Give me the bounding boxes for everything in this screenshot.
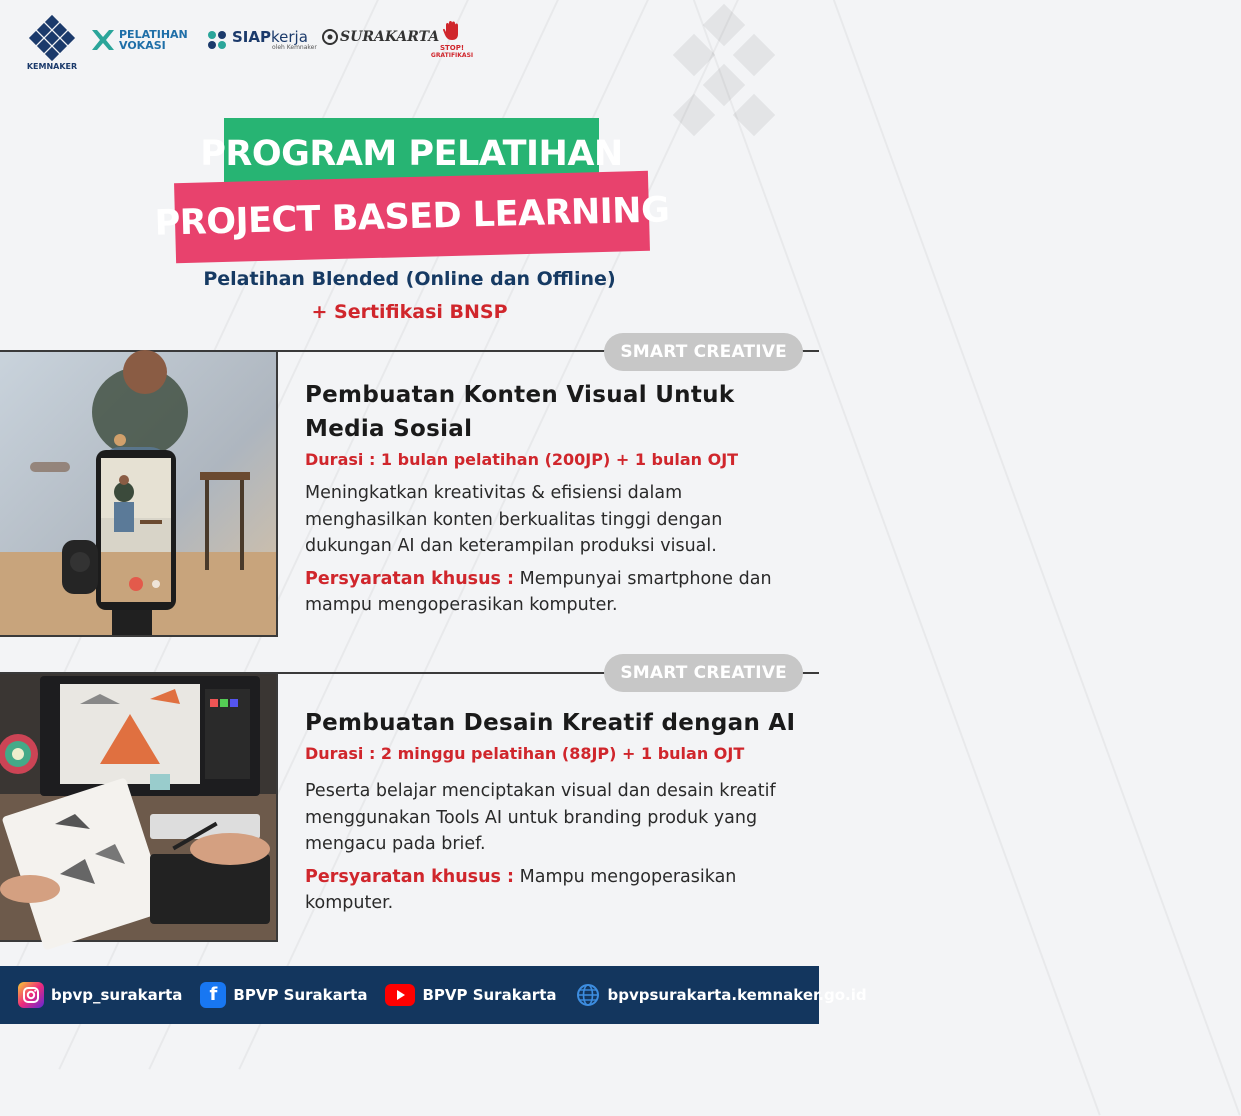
siapkerja-logo bbox=[206, 28, 317, 51]
gratifikasi-text: GRATIFIKASI bbox=[430, 52, 474, 59]
course-duration: Durasi : 2 minggu pelatihan (88JP) + 1 bulan OJT bbox=[305, 744, 745, 763]
category-badge-label: SMART CREATIVE bbox=[620, 342, 787, 362]
kemnaker-logo bbox=[24, 16, 80, 71]
vokasi-x-icon bbox=[90, 28, 116, 52]
social-footer bbox=[0, 966, 867, 1024]
facebook-handle: BPVP Surakarta bbox=[233, 986, 368, 1004]
siapkerja-suffix: kerja bbox=[271, 28, 308, 46]
instagram-handle: bpvp_surakarta bbox=[51, 986, 183, 1004]
design-tablet-photo bbox=[0, 674, 276, 940]
category-badge bbox=[604, 333, 803, 371]
card-bottom-divider bbox=[0, 635, 276, 637]
course-description: Meningkatkan kreativitas & efisiensi dalam menghasilkan konten berkualitas tinggi dengan dukungan AI dan keterampilan produksi visual. bbox=[305, 483, 723, 556]
instagram-icon bbox=[18, 982, 44, 1008]
vokasi-line2: VOKASI bbox=[119, 39, 166, 52]
bbpvp-mark-icon bbox=[322, 28, 338, 46]
course-requirement bbox=[305, 566, 799, 619]
stop-hand-icon bbox=[441, 20, 463, 44]
globe-icon bbox=[575, 982, 601, 1008]
course-duration: Durasi : 1 bulan pelatihan (200JP) + 1 bulan OJT bbox=[305, 450, 739, 469]
certification-subtitle: + Sertifikasi BNSP bbox=[311, 301, 508, 323]
pelatihan-vokasi-logo bbox=[90, 28, 188, 52]
card-bottom-divider bbox=[0, 940, 276, 942]
course-title: Pembuatan Desain Kreatif dengan AI bbox=[305, 710, 796, 736]
category-badge bbox=[604, 654, 803, 692]
website-url: bpvpsurakarta.kemnaker.go.id bbox=[607, 986, 867, 1004]
siapkerja-text: SIAP bbox=[232, 28, 271, 46]
bbpvp-surakarta-logo bbox=[322, 28, 439, 46]
youtube-handle: BPVP Surakarta bbox=[422, 986, 557, 1004]
course-card-2 bbox=[0, 663, 819, 942]
youtube-icon bbox=[385, 984, 415, 1006]
partner-logos bbox=[24, 14, 819, 78]
blended-subtitle: Pelatihan Blended (Online dan Offline) bbox=[203, 268, 616, 290]
kemnaker-emblem-icon bbox=[30, 16, 74, 60]
title-line1: PROGRAM PELATIHAN bbox=[200, 134, 623, 174]
course-requirement bbox=[305, 864, 799, 917]
course-title: Pembuatan Konten Visual Untuk Media Sosial bbox=[305, 382, 735, 442]
siapkerja-mark-icon bbox=[206, 29, 228, 51]
siapkerja-sub: oleh Kemnaker bbox=[272, 44, 317, 51]
card-vertical-divider bbox=[276, 350, 278, 637]
title-line2-banner bbox=[154, 171, 670, 263]
course-card-1 bbox=[0, 342, 819, 637]
facebook-icon: f bbox=[200, 982, 226, 1008]
instagram-link[interactable] bbox=[18, 982, 182, 1008]
requirement-label: Persyaratan khusus : bbox=[305, 866, 515, 887]
category-badge-label: SMART CREATIVE bbox=[620, 663, 787, 683]
requirement-text: Mampu mengoperasikan komputer. bbox=[305, 866, 737, 913]
stop-word: STOP! bbox=[439, 44, 465, 52]
requirement-text: Mempunyai smartphone dan mampu mengoperasikan komputer. bbox=[305, 568, 772, 615]
vokasi-line1: PELATIHAN bbox=[119, 28, 188, 41]
course-content bbox=[305, 378, 799, 619]
kemnaker-logo-text: KEMNAKER bbox=[26, 62, 78, 71]
facebook-link[interactable] bbox=[200, 982, 367, 1008]
course-description: Peserta belajar menciptakan visual dan desain kreatif menggunakan Tools AI untuk branding produk yang mengacu pada brief. bbox=[305, 781, 776, 854]
course-content bbox=[305, 706, 799, 917]
bbpvp-text: SURAKARTA bbox=[340, 29, 440, 45]
card-vertical-divider bbox=[276, 672, 278, 942]
website-link[interactable] bbox=[575, 982, 867, 1008]
youtube-link[interactable] bbox=[385, 984, 556, 1006]
requirement-label: Persyaratan khusus : bbox=[305, 568, 515, 589]
phone-gimbal-photo bbox=[0, 352, 276, 635]
title-line2: PROJECT BASED LEARNING bbox=[154, 190, 670, 244]
stop-gratifikasi-logo bbox=[430, 20, 474, 59]
